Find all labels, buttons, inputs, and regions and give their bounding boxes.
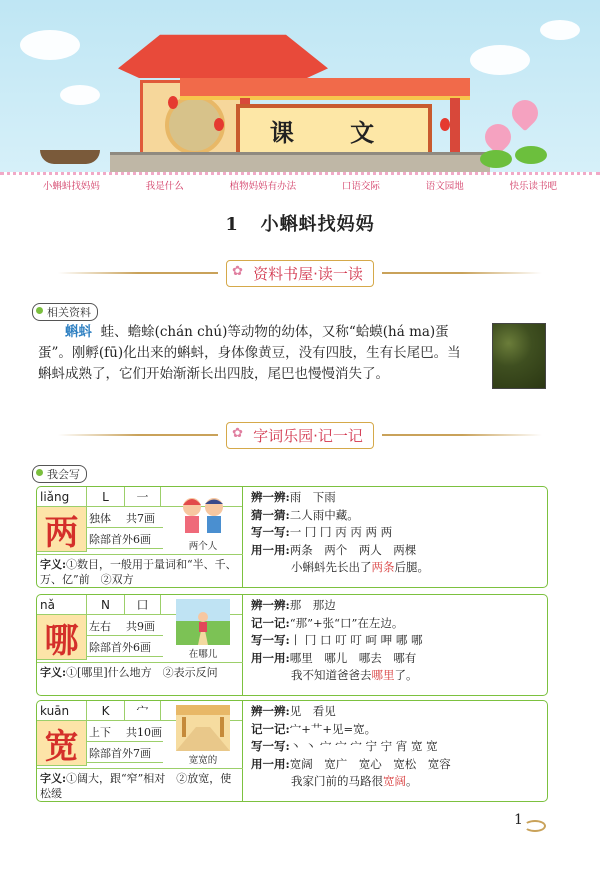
character-meaning: 字义:①数目，一般用于量词和“半、千、万、亿”前 ②双方: [37, 554, 243, 589]
index-letter: L: [87, 487, 125, 506]
nav-item: 快乐读书吧: [509, 181, 558, 192]
swirl-ornament-icon: [524, 820, 546, 832]
section-header-vocab: ✿ 字词乐园·记一记: [50, 420, 550, 450]
nav-item: 我是什么: [145, 181, 184, 192]
character-picture: 宽宽的: [163, 701, 243, 768]
character-picture: 在哪儿: [163, 595, 243, 662]
character-picture: 两个人: [163, 487, 243, 554]
tadpole-photo: [492, 323, 546, 389]
nav-item: 植物妈妈有办法: [229, 181, 297, 192]
wide-hall-icon: [176, 705, 230, 751]
index-letter: K: [87, 701, 125, 720]
pinyin: nǎ: [37, 595, 87, 614]
two-kids-icon: [176, 491, 230, 537]
flower-icon: ✿: [232, 263, 244, 279]
info-keyword: 蝌蚪: [65, 324, 92, 340]
pinyin: liǎng: [37, 487, 87, 506]
related-info-tag: 相关资料: [32, 303, 98, 321]
lesson-title: 1 小蝌蚪找妈妈: [225, 214, 375, 235]
char-card: liǎng L 一 两 独体 共7画 除部首外6画 两个人 字义:①数目，一般用于量词和“半、千、万、亿”前 ②双方 辨一辨:雨 下雨 猜一猜:二人雨中藏。 写一写:一 冂 冂 丙 丙 两 两 用一用:两条 两个 两人 两棵 小蝌蚪先长出了两条后腿。: [36, 486, 548, 588]
unit-title: 课 文: [236, 104, 432, 156]
char-card: kuān K 宀 宽 上下 共10画 除部首外7画 宽宽的 字义:①阔大，跟“窄”相对 ②放宽，使松缓 辨一辨:见 看见 记一记:宀+艹+见=宽。 写一写:丶 丶 宀 宀 宀 宁 宁 宵 宽 宽 用一用:宽阔 宽广 宽心 宽松 宽容 我家门前的马路很宽阔。: [36, 700, 548, 802]
nav-item: 口语交际: [341, 181, 380, 192]
pinyin: kuān: [37, 701, 87, 720]
index-letter: N: [87, 595, 125, 614]
character-meaning: 字义:①[哪里]什么地方 ②表示反问: [37, 662, 243, 682]
unit-nav: [0, 172, 600, 198]
tadpole-info: 蝌蚪 蛙、蟾蜍(chán chú)等动物的幼体，又称“蛤蟆(há ma)蛋蛋”。刚孵(fū)化出来的蝌蚪，身体像黄豆，没有四肢，生有长尾巴。当蝌蚪成熟了，它们开始渐渐长出四肢，尾巴也慢慢消失了。: [38, 324, 461, 382]
big-character: 哪: [37, 615, 87, 660]
big-character: 两: [37, 507, 87, 552]
flower-icon: ✿: [232, 425, 244, 441]
character-meaning: 字义:①阔大，跟“窄”相对 ②放宽，使松缓: [37, 768, 243, 803]
big-character: 宽: [37, 721, 87, 766]
boat-icon: [40, 150, 100, 164]
radical: 宀: [125, 701, 161, 720]
radical: 口: [125, 595, 161, 614]
nav-item: 小蝌蚪找妈妈: [42, 181, 100, 192]
char-card: nǎ N 口 哪 左右 共9画 除部首外6画 在哪儿 字义:①[哪里]什么地方 ②表示反问 辨一辨:那 那边 记一记:“那”+张“口”在左边。 写一写:丨 冂 口 叮 叮 呵 呷 哪 哪 用一用:哪里 哪儿 哪去 哪有 我不知道爸爸去哪里了。: [36, 594, 548, 696]
path-scene-icon: [176, 599, 230, 645]
radical: 一: [125, 487, 161, 506]
section-header-reading: ✿ 资料书屋·读一读: [50, 258, 550, 288]
banner-illustration: [0, 0, 600, 172]
page-number: 1: [514, 812, 523, 828]
i-can-write-tag: 我会写: [32, 465, 87, 483]
nav-item: 语文园地: [425, 181, 464, 192]
